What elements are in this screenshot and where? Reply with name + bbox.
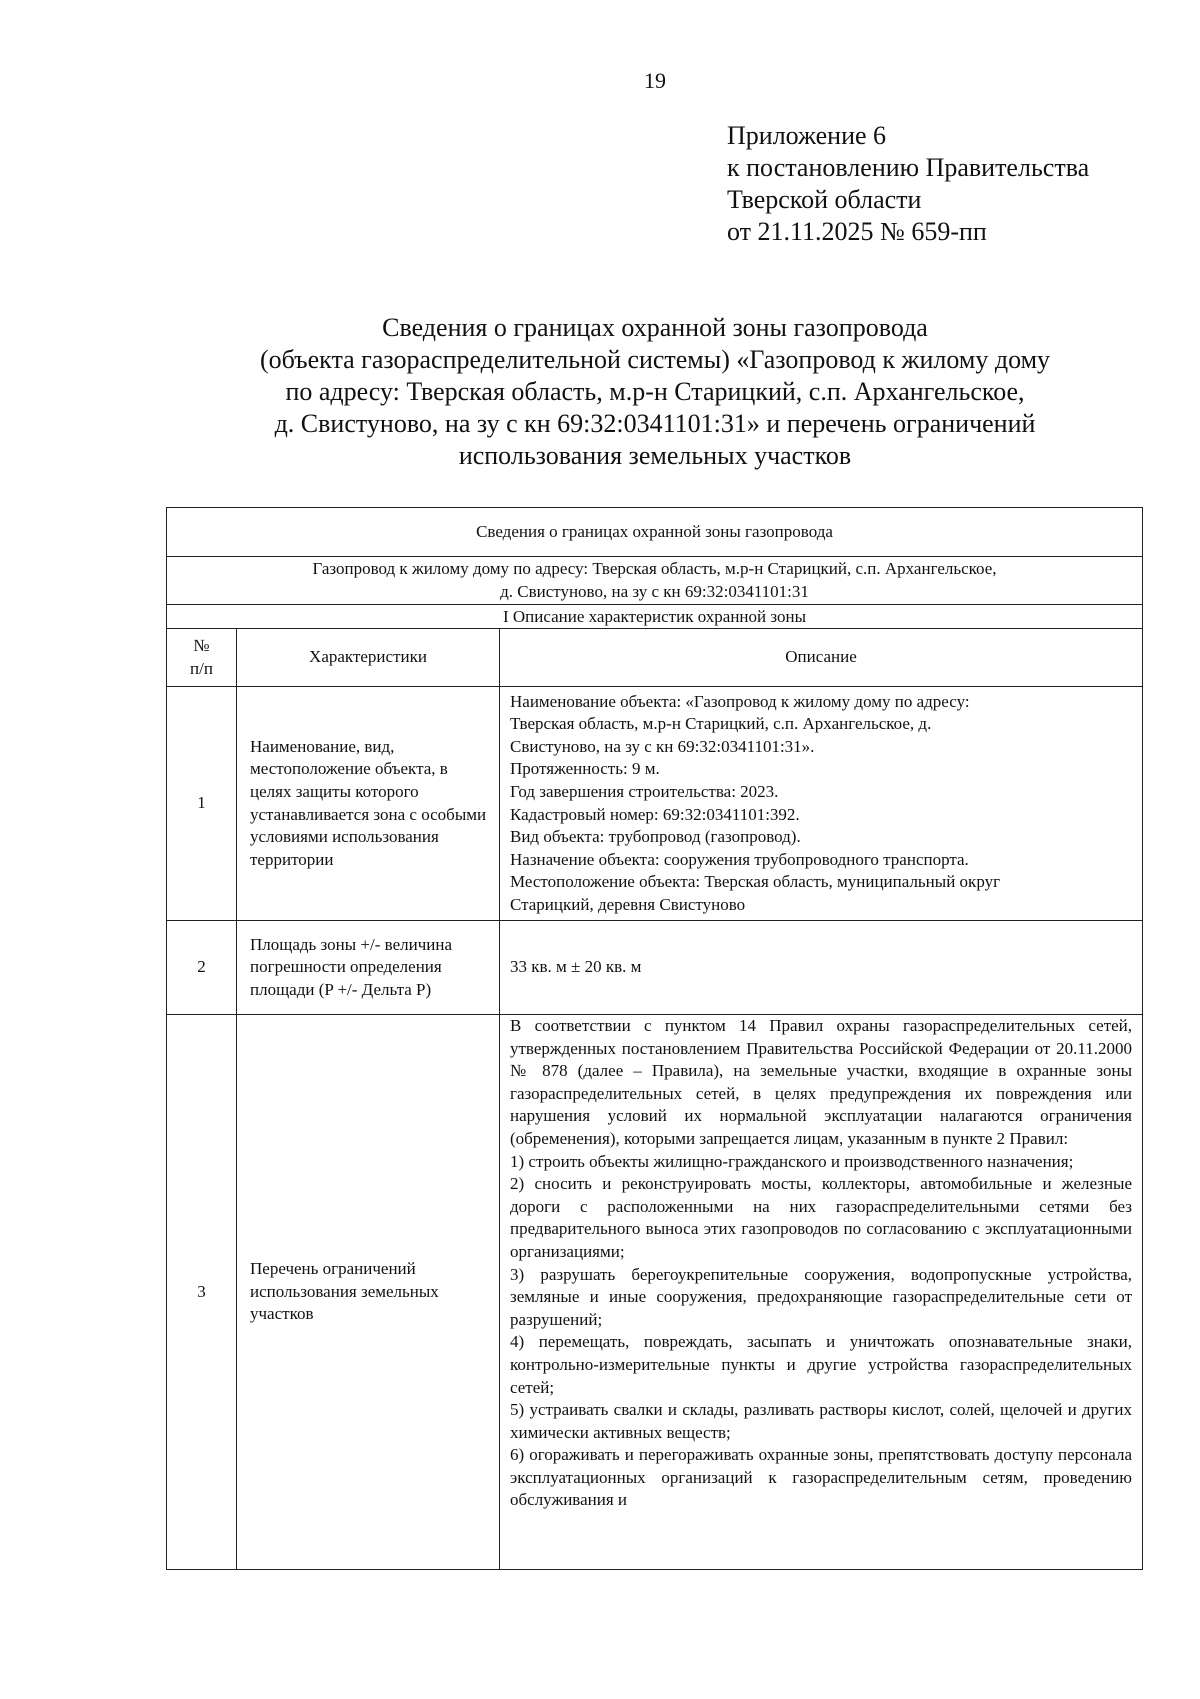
description-line: Назначение объекта: сооружения трубопроводного транспорта. — [510, 849, 969, 869]
table-row — [167, 557, 1143, 605]
appendix-line: Тверской области — [727, 185, 922, 214]
table-row — [167, 508, 1143, 557]
row-number: 1 — [167, 687, 237, 921]
description-line: Год завершения строительства: 2023. — [510, 781, 779, 801]
table-row — [167, 921, 1143, 1015]
table-header: Сведения о границах охранной зоны газопровода — [167, 508, 1143, 557]
restriction-paragraph: 4) перемещать, повреждать, засыпать и уничтожать опознавательные знаки, контрольно-измерительные пункты и другие устройства газораспределительных сетей; — [510, 1332, 1133, 1397]
column-header-description: Описание — [500, 629, 1143, 687]
description-line: Местоположение объекта: Тверская область, муниципальный округ — [510, 872, 1001, 892]
description-line: Кадастровый номер: 69:32:0341101:392. — [510, 804, 800, 824]
title-line: использования земельных участков — [458, 441, 852, 470]
column-header-text: № — [193, 635, 210, 655]
object-name-line: Газопровод к жилому дому по адресу: Тверская область, м.р-н Старицкий, с.п. Архангельское, — [312, 558, 997, 578]
table-row — [167, 1015, 1143, 1570]
title-line: по адресу: Тверская область, м.р-н Старицкий, с.п. Архангельское, — [285, 377, 1025, 406]
description-line: Протяженность: 9 м. — [510, 759, 660, 779]
characteristic-cell: Наименование, вид, местоположение объекта, в целях защиты которого устанавливается зона с особыми условиями использования территории — [237, 687, 500, 921]
column-header-text: п/п — [190, 658, 213, 678]
description-cell: 33 кв. м ± 20 кв. м — [500, 921, 1143, 1015]
restriction-paragraph: 6) огораживать и перегораживать охранные зоны, препятствовать доступу персонала эксплуатационных организаций к газораспределительным сетям, проведению обслуживания и — [510, 1445, 1133, 1510]
restriction-paragraph: 1) строить объекты жилищно-гражданского и производственного назначения; — [510, 1151, 1074, 1171]
description-line: Тверская область, м.р-н Старицкий, с.п. Архангельское, д. — [510, 714, 932, 734]
characteristic-cell: Перечень ограничений использования земельных участков — [237, 1015, 500, 1570]
restriction-paragraph: В соответствии с пунктом 14 Правил охраны газораспределительных сетей, утвержденных постановлением Правительства Российской Федерации от 20.11.2000 № 878 (далее – Правила), на земельные участки, входящие в охранные зоны газораспределительных сетей, в целях предупреждения их повреждения или нарушения условий их нормальной эксплуатации налагаются ограничения (обременения), которыми запрещается лицам, указанным в пункте 2 Правил: — [510, 1016, 1133, 1148]
restriction-paragraph: 5) устраивать свалки и склады, разливать растворы кислот, солей, щелочей и других химически активных веществ; — [510, 1400, 1133, 1442]
section-title: I Описание характеристик охранной зоны — [167, 605, 1143, 629]
description-line: Свистуново, на зу с кн 69:32:0341101:31». — [510, 736, 815, 756]
description-cell — [500, 1015, 1143, 1570]
appendix-line: Приложение 6 — [727, 121, 887, 150]
object-name-cell — [167, 557, 1143, 605]
object-name-line: д. Свистуново, на зу с кн 69:32:0341101:31 — [500, 581, 809, 601]
description-line: Вид объекта: трубопровод (газопровод). — [510, 827, 801, 847]
title-line: д. Свистуново, на зу с кн 69:32:0341101:31» и перечень ограничений — [274, 409, 1036, 438]
restriction-paragraph: 3) разрушать берегоукрепительные сооружения, водопропускные устройства, земляные и иные сооружения, предохраняющие газораспределительные сети от разрушений; — [510, 1264, 1133, 1329]
table-row — [167, 629, 1143, 687]
title-line: (объекта газораспределительной системы) «Газопровод к жилому дому — [259, 345, 1051, 374]
appendix-block — [727, 120, 1089, 248]
table-row — [167, 687, 1143, 921]
row-number: 2 — [167, 921, 237, 1015]
zone-table — [166, 507, 1143, 1570]
page-number: 19 — [644, 68, 666, 93]
document-title — [150, 312, 1160, 472]
characteristic-cell: Площадь зоны +/- величина погрешности определения площади (P +/- Дельта P) — [237, 921, 500, 1015]
appendix-line: к постановлению Правительства — [727, 153, 1090, 182]
table-row — [167, 605, 1143, 629]
description-line: Старицкий, деревня Свистуново — [510, 894, 746, 914]
description-line: Наименование объекта: «Газопровод к жилому дому по адресу: — [510, 691, 970, 711]
column-header-number — [167, 629, 237, 687]
appendix-line: от 21.11.2025 № 659-пп — [727, 217, 987, 246]
column-header-characteristics: Характеристики — [237, 629, 500, 687]
row-number: 3 — [167, 1015, 237, 1570]
restriction-paragraph: 2) сносить и реконструировать мосты, коллекторы, автомобильные и железные дороги с расположенными на них газораспределительными сетями без предварительного выноса этих газопроводов по согласованию с эксплуатационными организациями; — [510, 1174, 1133, 1261]
description-cell — [500, 687, 1143, 921]
title-line: Сведения о границах охранной зоны газопровода — [382, 313, 928, 342]
